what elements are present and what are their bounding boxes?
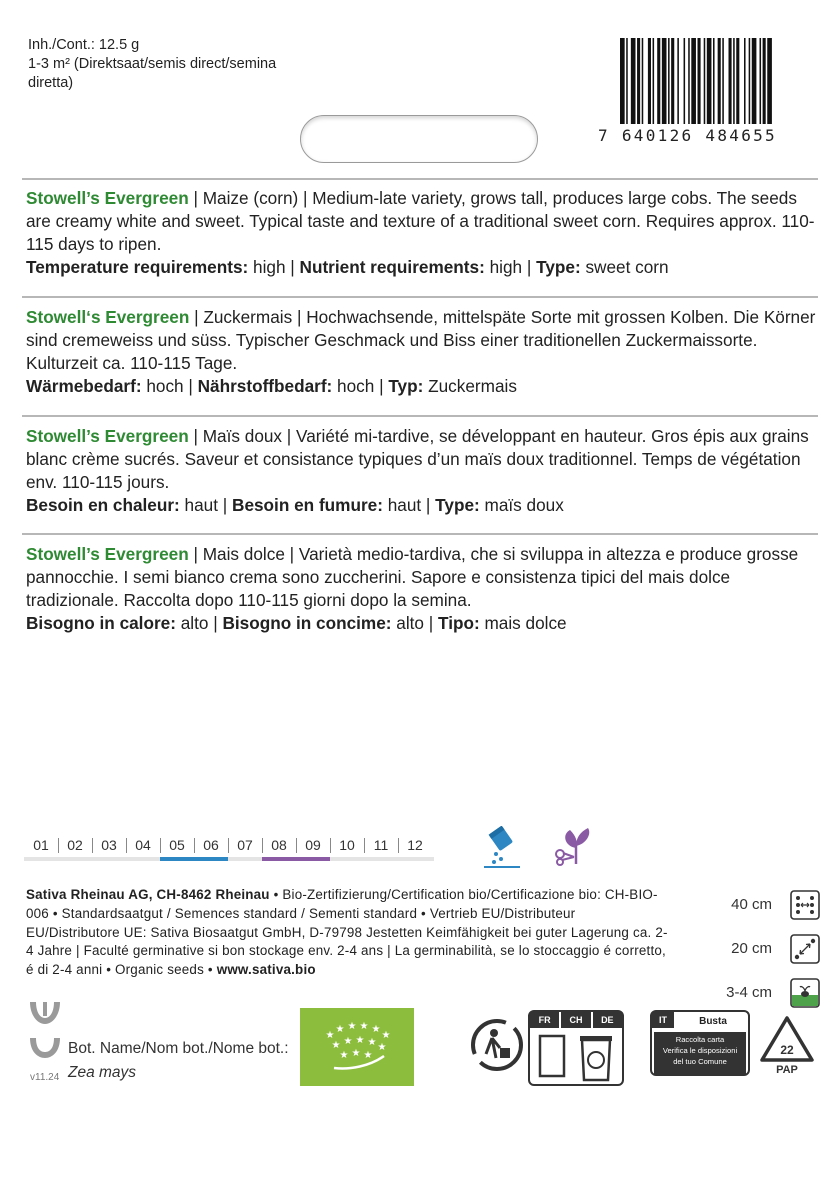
variety-title: Stowell’s Evergreen	[26, 426, 189, 446]
month-separator	[330, 838, 331, 853]
month-label: 06	[203, 837, 219, 853]
req1-value: hoch |	[141, 376, 198, 396]
calendar-base-bar	[24, 857, 434, 861]
divider	[22, 415, 818, 417]
variety-description: | Maïs doux | Variété mi-tardive, se développant en hauteur. Gros épis aux grains blanc crème sucrés. Saveur et consistance typiques d’un maïs doux traditionnel. Temps de végétation env. 110-115 jours.	[26, 426, 809, 492]
type-label: Typ:	[388, 376, 424, 396]
type-label: Tipo:	[438, 613, 480, 633]
it-label: IT	[652, 1012, 674, 1028]
sowing-depth-value: 3-4 cm	[726, 984, 772, 1001]
botanical-name-label: Bot. Name/Nom bot./Nome bot.:	[68, 1040, 289, 1057]
divider	[22, 296, 818, 298]
coverage-line-cont: diretta)	[28, 75, 74, 91]
pap-label: PAP	[776, 1064, 798, 1076]
svg-text:★: ★	[351, 1048, 361, 1059]
sowing-period-bar	[160, 857, 228, 861]
svg-text:★: ★	[335, 1024, 345, 1035]
svg-text:★: ★	[359, 1021, 369, 1032]
month-label: 11	[373, 837, 389, 853]
net-content: Inh./Cont.: 12.5 g	[28, 37, 140, 53]
it-title: Busta	[699, 1016, 727, 1027]
req1-value: alto |	[175, 613, 223, 633]
plant-spacing-value: 20 cm	[731, 940, 772, 957]
month-separator	[398, 838, 399, 853]
svg-text:★: ★	[355, 1035, 365, 1046]
content-info	[28, 36, 298, 93]
svg-text:★: ★	[325, 1030, 335, 1041]
req2-value: alto |	[391, 613, 438, 633]
type-value: Zuckermais	[423, 376, 517, 396]
italy-recycling-box	[650, 1010, 750, 1076]
month-label: 01	[33, 837, 49, 853]
plant-spacing-icon	[790, 934, 820, 964]
moon-phase-icon	[28, 1000, 62, 1026]
botanical-name-value: Zea mays	[68, 1064, 137, 1081]
seed-packet-icon	[538, 1034, 566, 1080]
svg-text:★: ★	[343, 1036, 353, 1047]
it-instructions: Raccolta carta Verifica le disposizioni del tuo Comune	[654, 1032, 746, 1074]
svg-text:★: ★	[331, 1040, 341, 1051]
req2-value: hoch |	[332, 376, 389, 396]
req2-value: haut |	[382, 495, 436, 515]
month-label: 05	[169, 837, 185, 853]
req2-label: Nutrient requirements:	[299, 257, 485, 277]
paper-bin-icon	[578, 1032, 614, 1082]
month-separator	[126, 838, 127, 853]
type-value: sweet corn	[580, 257, 669, 277]
tidyman-recycle-icon	[470, 1018, 524, 1072]
svg-text:★: ★	[377, 1042, 387, 1053]
month-separator	[160, 838, 161, 853]
month-separator	[92, 838, 93, 853]
req2-label: Nährstoffbedarf:	[197, 376, 333, 396]
variety-description: | Maize (corn) | Medium-late variety, grows tall, produces large cobs. The seeds are creamy white and sweet. Typical taste and texture of a traditional sweet corn. Requires approx. 110-115 days to ripen.	[26, 188, 815, 254]
country-label-fr: FR	[530, 1012, 559, 1028]
month-separator	[228, 838, 229, 853]
month-label: 02	[67, 837, 83, 853]
svg-text:★: ★	[381, 1030, 391, 1041]
row-spacing-icon	[790, 890, 820, 920]
triman-info-box	[528, 1010, 624, 1086]
variety-title: Stowell’s Evergreen	[26, 188, 189, 208]
type-label: Type:	[435, 495, 480, 515]
company-name: Sativa Rheinau AG, CH-8462 Rheinau	[26, 887, 270, 902]
variety-title: Stowell’s Evergreen	[26, 544, 189, 564]
barcode	[620, 38, 816, 124]
direct-sowing-icon	[484, 826, 520, 868]
divider	[22, 178, 818, 180]
imprint-text: • Bio-Zertifizierung/Certification bio/Certificazione bio: CH-BIO-006 • Standardsaatgut / Semences standard / Sementi standard • Vertrieb EU/Distributeur EU/Distributore UE: Sativa Biosaatgut GmbH, D-79798 Jestetten Keimfähigkeit bei guter Lagerung ca. 2-4 Jahre | Faculté germinative si bon stockage env. 2-4 ans | La germinabilità, se lo stoccaggio é corretto, é di 2-4 anni • Organic seeds •	[26, 887, 668, 978]
month-label: 04	[135, 837, 151, 853]
version-number: v11.24	[30, 1072, 60, 1083]
plant-spacing	[700, 934, 820, 964]
pap-number: 22	[780, 1043, 794, 1057]
month-label: 03	[101, 837, 117, 853]
month-separator	[194, 838, 195, 853]
month-label: 12	[407, 837, 423, 853]
hang-hole	[300, 115, 538, 163]
req2-label: Besoin en fumure:	[232, 495, 383, 515]
type-label: Type:	[536, 257, 581, 277]
variety-description: | Mais dolce | Varietà medio-tardiva, che si sviluppa in altezza e produce grosse pannocchie. I semi bianco crema sono zuccherini. Sapore e consistenza tipici del mais dolce tradizionale. Raccolta dopo 110-115 giorni dopo la semina.	[26, 544, 799, 610]
row-spacing	[700, 890, 820, 920]
pap-recycle-icon	[758, 1014, 816, 1076]
req1-label: Besoin en chaleur:	[26, 495, 180, 515]
barcode-digits: 7 640126 484655	[598, 126, 777, 145]
req1-label: Wärmebedarf:	[26, 376, 142, 396]
svg-text:★: ★	[339, 1050, 349, 1061]
svg-text:★: ★	[367, 1037, 377, 1048]
req1-label: Temperature requirements:	[26, 257, 249, 277]
req1-value: high |	[248, 257, 300, 277]
website-link[interactable]: www.sativa.bio	[216, 962, 316, 978]
country-label-de: DE	[593, 1012, 622, 1028]
company-imprint	[26, 886, 668, 980]
req2-value: high |	[484, 257, 537, 277]
country-label-ch: CH	[561, 1012, 590, 1028]
req1-label: Bisogno in calore:	[26, 613, 176, 633]
eu-organic-logo	[300, 1008, 414, 1086]
harvest-period-bar	[262, 857, 330, 861]
month-separator	[262, 838, 263, 853]
type-value: maïs doux	[479, 495, 564, 515]
svg-text:★: ★	[347, 1021, 357, 1032]
waning-moon-icon	[28, 1036, 62, 1060]
coverage-line: 1-3 m² (Direktsaat/semis direct/semina	[28, 56, 277, 72]
sowing-depth-icon	[790, 978, 820, 1008]
svg-text:★: ★	[363, 1050, 373, 1061]
variety-description: | Zuckermais | Hochwachsende, mittelspäte Sorte mit grossen Kolben. Die Körner sind cremeweiss und süss. Typischer Geschmack und Biss einer traditionellen Zuckermaissorte. Kulturzeit ca. 110-115 Tage.	[26, 307, 816, 373]
variety-title: Stowell‘s Evergreen	[26, 307, 190, 327]
svg-text:★: ★	[371, 1024, 381, 1035]
divider	[22, 533, 818, 535]
month-label: 10	[339, 837, 355, 853]
type-value: mais dolce	[479, 613, 567, 633]
req1-value: haut |	[179, 495, 233, 515]
section-german	[26, 306, 818, 398]
sowing-depth	[700, 978, 820, 1008]
section-french	[26, 425, 818, 517]
section-italian	[26, 543, 818, 635]
harvest-icon	[554, 826, 598, 866]
req2-label: Bisogno in concime:	[222, 613, 392, 633]
month-separator	[364, 838, 365, 853]
month-separator	[58, 838, 59, 853]
month-label: 08	[271, 837, 287, 853]
month-label: 07	[237, 837, 253, 853]
month-label: 09	[305, 837, 321, 853]
section-english	[26, 187, 818, 279]
month-separator	[296, 838, 297, 853]
row-spacing-value: 40 cm	[731, 896, 772, 913]
